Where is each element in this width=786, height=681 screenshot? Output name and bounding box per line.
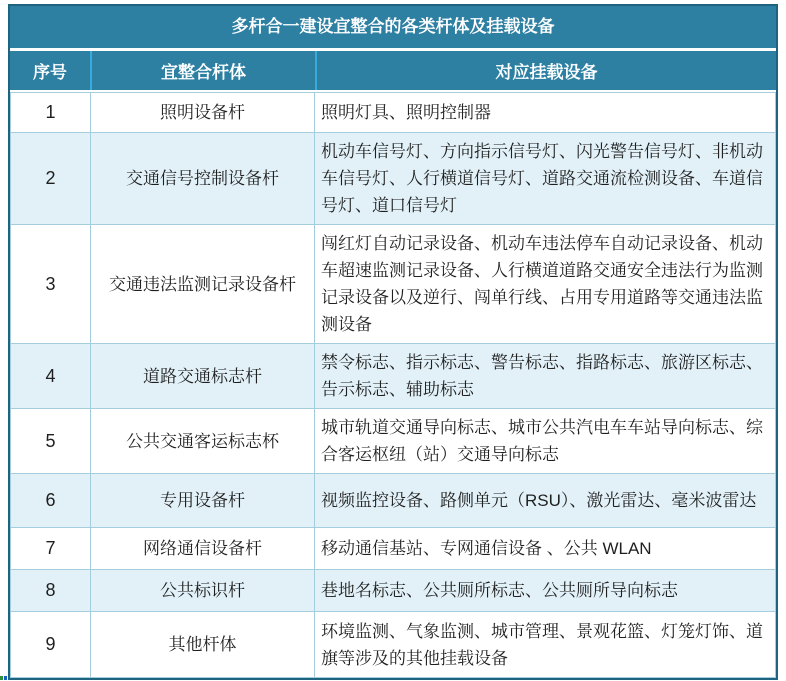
table-row — [11, 93, 776, 133]
pole-type-cell: 公共标识杆 — [91, 570, 315, 612]
pole-type-cell: 网络通信设备杆 — [91, 528, 315, 570]
table-row — [11, 612, 776, 678]
mounted-devices-cell: 城市轨道交通导向标志、城市公共汽电车车站导向标志、综合客运枢纽（站）交通导向标志 — [315, 409, 776, 474]
artifact-pixel-blue — [4, 676, 7, 680]
mounted-devices-cell: 机动车信号灯、方向指示信号灯、闪光警告信号灯、非机动车信号灯、人行横道信号灯、道路交通流检测设备、车道信号灯、道口信号灯 — [315, 133, 776, 225]
header-cell-index: 序号 — [33, 63, 67, 82]
mounted-devices-cell: 照明灯具、照明控制器 — [315, 93, 776, 133]
header-cell-devices: 对应挂载设备 — [315, 51, 776, 90]
pole-type-cell: 交通信号控制设备杆 — [91, 133, 315, 225]
table-row — [11, 474, 776, 528]
screen-artifact — [0, 676, 7, 680]
row-index-cell: 9 — [11, 612, 91, 678]
artifact-pixel-green — [0, 676, 3, 680]
pole-type-cell: 照明设备杆 — [91, 93, 315, 133]
pole-type-cell: 公共交通客运标志杯 — [91, 409, 315, 474]
mounted-devices-cell: 环境监测、气象监测、城市管理、景观花篮、灯笼灯饰、道旗等涉及的其他挂载设备 — [315, 612, 776, 678]
mounted-devices-cell: 闯红灯自动记录设备、机动车违法停车自动记录设备、机动车超速监测记录设备、人行横道道路交通安全违法行为监测记录设备以及逆行、闯单行线、占用专用道路等交通违法监测设备 — [315, 225, 776, 344]
row-index-cell: 8 — [11, 570, 91, 612]
row-index-cell: 3 — [11, 225, 91, 344]
row-index-cell: 6 — [11, 474, 91, 528]
pole-integration-table — [8, 4, 778, 680]
row-index-cell: 1 — [11, 93, 91, 133]
row-index-cell: 2 — [11, 133, 91, 225]
row-index-cell: 5 — [11, 409, 91, 474]
mounted-devices-cell: 视频监控设备、路侧单元（RSU）、激光雷达、毫米波雷达 — [315, 474, 776, 528]
row-index-cell: 4 — [11, 344, 91, 409]
table-row — [11, 133, 776, 225]
row-index-cell: 7 — [11, 528, 91, 570]
mounted-devices-cell: 移动通信基站、专网通信设备 、公共 WLAN — [315, 528, 776, 570]
pole-type-cell: 专用设备杆 — [91, 474, 315, 528]
pole-type-cell: 道路交通标志杆 — [91, 344, 315, 409]
pole-type-cell: 交通违法监测记录设备杆 — [91, 225, 315, 344]
table-row — [11, 570, 776, 612]
header-cell-pole: 宜整合杆体 — [90, 51, 315, 90]
mounted-devices-cell: 巷地名标志、公共厕所标志、公共厕所导向标志 — [315, 570, 776, 612]
table-row — [11, 344, 776, 409]
pole-type-cell: 其他杆体 — [91, 612, 315, 678]
table-row — [11, 528, 776, 570]
mounted-devices-cell: 禁令标志、指示标志、警告标志、指路标志、旅游区标志、告示标志、辅助标志 — [315, 344, 776, 409]
table-body — [10, 92, 776, 678]
table-header — [10, 51, 776, 90]
table-row — [11, 225, 776, 344]
table-title: 多杆合一建设宜整合的各类杆体及挂载设备 — [10, 6, 776, 48]
table-row — [11, 409, 776, 474]
